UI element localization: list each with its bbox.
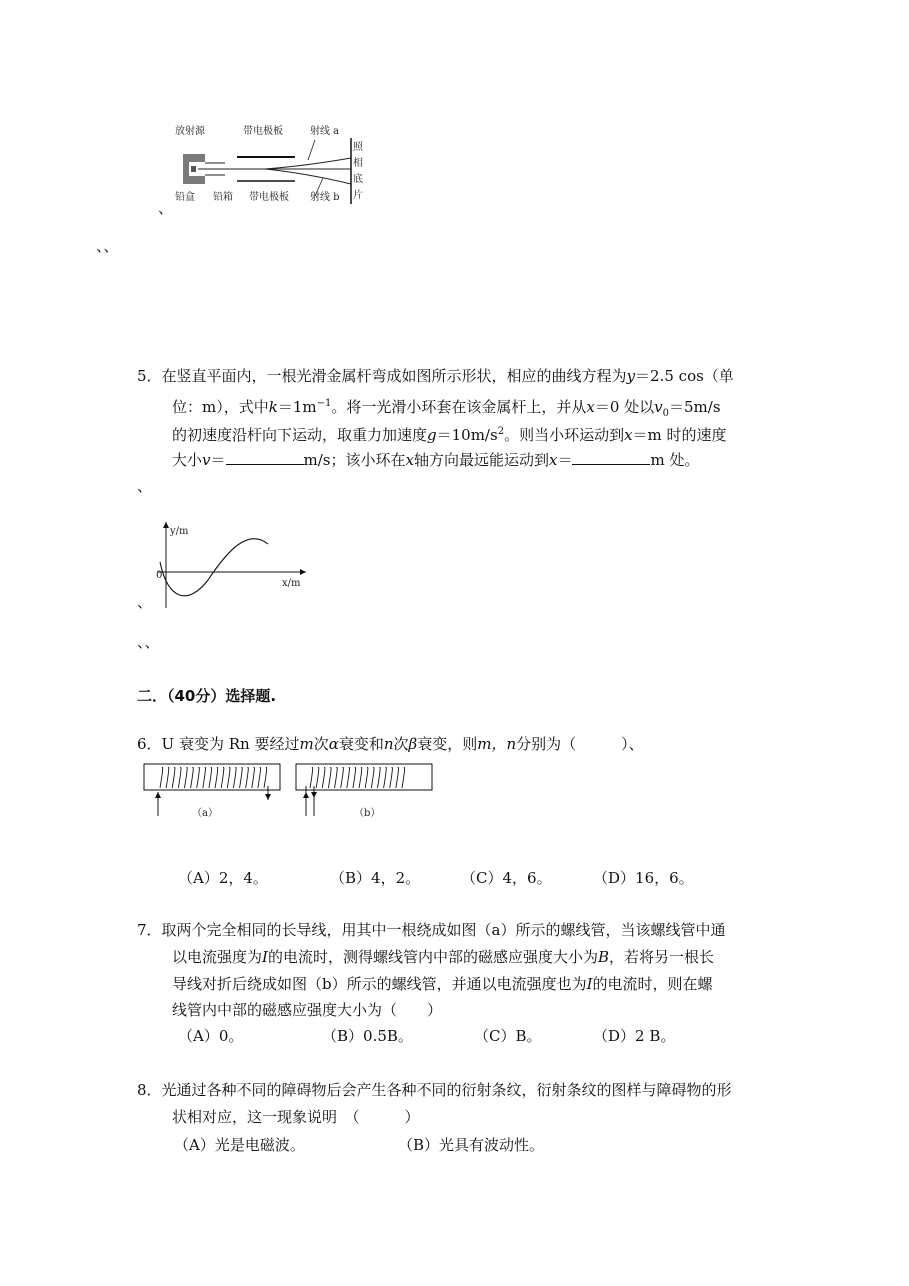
answer-blank-1[interactable] — [226, 450, 304, 465]
q8-option-b[interactable]: （B）光具有波动性。 — [398, 1136, 545, 1154]
graph-ylabel: y/m — [170, 526, 189, 537]
q6-option-c[interactable]: （C）4，6。 — [461, 869, 552, 887]
coil-turn — [264, 767, 267, 788]
coil-turn — [191, 767, 194, 788]
q5-line-1: 5．在竖直平面内，一根光滑金属杆弯成如图所示形状，相应的曲线方程为y＝2.5 cos（单 — [137, 367, 734, 385]
q8-option-a[interactable]: （A）光是电磁波。 — [174, 1136, 305, 1154]
coil-turn — [172, 767, 175, 788]
solenoid-figures — [140, 760, 440, 822]
fig-label-plate-bottom: 带电极板 — [249, 192, 289, 203]
mark-4: 、 — [137, 593, 153, 611]
coil-turn — [328, 767, 331, 788]
coil-turn — [209, 767, 212, 788]
q5-line-4: 大小v＝ m/s；该小环在x轴方向最远能运动到x＝ m 处。 — [172, 451, 700, 469]
q5-line-3: 的初速度沿杆向下运动，取重力加速度$g=10m/s^2$。则当小环运动到x＝m 时的速度 — [172, 426, 727, 444]
q6-line-1: 6．U 衰变为 Rn 要经过m次α衰变和n次β衰变，则m，n分别为（ ）、 — [137, 735, 644, 753]
coil-turn — [221, 767, 224, 788]
q8-line-2: 状相对应，这一现象说明 （ ） — [172, 1108, 420, 1126]
fig-label-ray-b: 射线 b — [310, 192, 340, 203]
fig-label-film-4: 片 — [353, 190, 363, 201]
solenoid-a-label: （a） — [192, 808, 218, 819]
coil-turn — [353, 767, 356, 788]
coil-turn — [347, 767, 350, 788]
q7-line-3: 导线对折后绕成如图（b）所示的螺线管，并通以电流强度也为I的电流时，则在螺 — [172, 975, 713, 993]
fig-label-leadbox: 铅盒 — [175, 192, 195, 203]
q8-line-1: 8．光通过各种不同的障碍物后会产生各种不同的衍射条纹，衍射条纹的图样与障碍物的形 — [137, 1081, 732, 1099]
solenoid-b-coil — [310, 767, 405, 788]
fig-label-leadcase: 铅箱 — [213, 192, 233, 203]
coil-turn — [377, 767, 380, 788]
section-2-heading: 二．（40分）选择题. — [137, 687, 277, 705]
coil-turn — [203, 767, 206, 788]
answer-blank-2[interactable] — [572, 450, 650, 465]
mark-3: 、 — [137, 477, 153, 495]
fig-label-film-1: 照 — [353, 142, 363, 153]
fig-label-plate-top: 带电极板 — [243, 126, 283, 137]
mark-5: 、、 — [137, 633, 160, 651]
coil-turn — [184, 767, 187, 788]
mark-1: 、 — [158, 199, 174, 217]
q6-option-b[interactable]: （B）4，2。 — [330, 869, 421, 887]
curve-graph — [148, 520, 308, 610]
q7-line-2: 以电流强度为I的电流时，测得螺线管内中部的磁感应强度大小为B，若将另一根长 — [172, 948, 715, 966]
coil-turn — [252, 767, 255, 788]
radiation-deflection-figure — [165, 118, 365, 210]
q6-option-a[interactable]: （A）2，4。 — [178, 869, 268, 887]
coil-turn — [341, 767, 344, 788]
coil-turn — [166, 767, 169, 788]
graph-origin: 0 — [156, 570, 163, 581]
fig-label-film-2: 相 — [353, 158, 363, 169]
solenoid-a-coil — [160, 767, 267, 788]
coil-turn — [240, 767, 243, 788]
q6-option-d[interactable]: （D）16，6。 — [593, 869, 694, 887]
coil-turn — [402, 767, 405, 788]
metal-rod-curve — [160, 539, 268, 596]
coil-turn — [215, 767, 218, 788]
q5-line-2: 位：m），式中$k=1m^{-1}$。将一光滑小环套在该金属杆上，并从x＝0 处以$v_0=5m/s$ — [172, 398, 721, 419]
fig-label-source: 放射源 — [175, 126, 205, 137]
q7-option-d[interactable]: （D）2 B。 — [593, 1027, 676, 1045]
q7-line-1: 7．取两个完全相同的长导线，用其中一根绕成如图（a）所示的螺线管，当该螺线管中通 — [137, 921, 726, 939]
coil-turn — [371, 767, 374, 788]
coil-turn — [335, 767, 338, 788]
coil-turn — [396, 767, 399, 788]
coil-turn — [233, 767, 236, 788]
q7-line-4: 线管内中部的磁感应强度大小为（ ） — [172, 1001, 443, 1019]
coil-turn — [160, 767, 163, 788]
coil-turn — [178, 767, 181, 788]
solenoid-b-label: （b） — [354, 808, 381, 819]
coil-turn — [258, 767, 261, 788]
coil-turn — [246, 767, 249, 788]
coil-turn — [322, 767, 325, 788]
coil-turn — [197, 767, 200, 788]
q7-option-a[interactable]: （A）0。 — [178, 1027, 244, 1045]
coil-turn — [384, 767, 387, 788]
coil-turn — [316, 767, 319, 788]
q7-option-c[interactable]: （C）B。 — [474, 1027, 542, 1045]
q7-option-b[interactable]: （B）0.5B。 — [322, 1027, 413, 1045]
coil-turn — [227, 767, 230, 788]
fig-label-ray-a: 射线 a — [310, 126, 340, 137]
coil-turn — [359, 767, 362, 788]
coil-turn — [365, 767, 368, 788]
fig-label-film-3: 底 — [353, 174, 363, 185]
graph-xlabel: x/m — [282, 578, 301, 589]
coil-turn — [310, 767, 313, 788]
coil-turn — [390, 767, 393, 788]
mark-2: 、、 — [96, 237, 119, 255]
